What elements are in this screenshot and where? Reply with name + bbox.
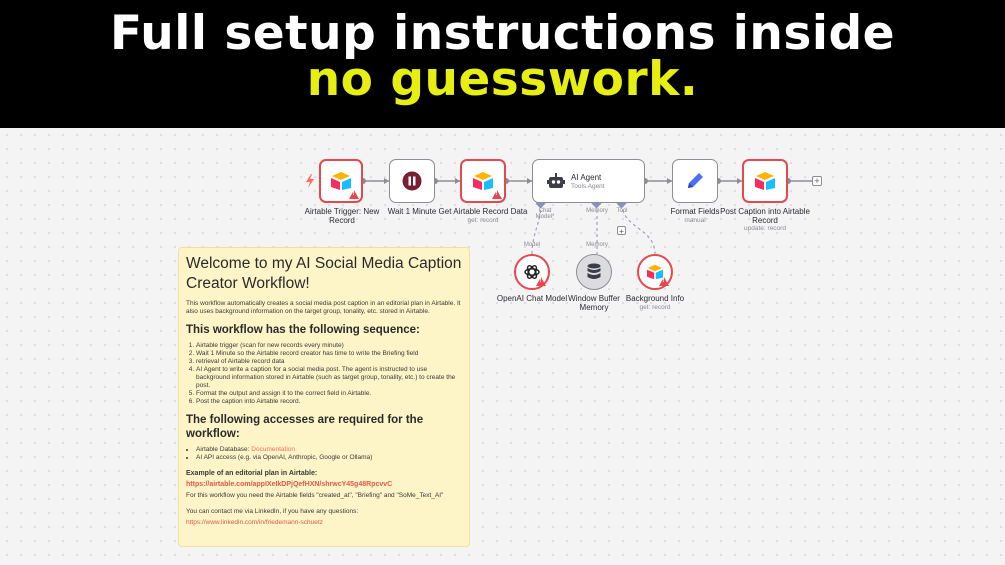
node-label: OpenAI Chat Model: [496, 294, 568, 303]
airtable-icon: [330, 171, 352, 191]
node-label: Format Fields: [670, 207, 720, 216]
node-wait[interactable]: [389, 159, 435, 203]
node-post-caption[interactable]: [742, 159, 788, 203]
sticky-note[interactable]: [178, 247, 470, 547]
node-label: Background Info: [625, 294, 685, 303]
port-chat-model-label: Chat Model*: [535, 208, 555, 220]
workflow-canvas[interactable]: [0, 128, 1005, 565]
note-fields-text: For this workflow you need the Airtable fields "created_at", "Briefing" and "SoMe_Text_AI": [186, 492, 444, 499]
pencil-icon: [685, 171, 705, 191]
node-background-info[interactable]: [637, 254, 673, 290]
warning-icon: [536, 277, 546, 286]
trigger-bolt-icon: [305, 174, 315, 188]
node-subtitle: Tools Agent: [571, 182, 605, 190]
node-openai-chat-model[interactable]: [514, 254, 550, 290]
node-window-buffer-memory[interactable]: [576, 254, 612, 290]
note-intro: This workflow automatically creates a social media post caption in an editorial plan in Airtable. It also uses background information on the target group, tonality, etc. stored in Airtable.: [186, 300, 461, 315]
warning-icon: [492, 190, 502, 199]
list-item: • AI API access (e.g. via OpenAI, Anthropic, Google or Ollama): [196, 454, 462, 462]
node-subtitle: manual: [684, 217, 706, 224]
node-label: Post Caption into Airtable Record: [720, 207, 810, 225]
note-title: Welcome to my AI Social Media Caption Creator Workflow!: [186, 255, 462, 292]
note-example-heading: Example of an editorial plan in Airtable:: [186, 470, 318, 477]
list-item: 1. Airtable trigger (scan for new records every minute): [196, 342, 462, 350]
node-label: Airtable Trigger: New Record: [304, 207, 380, 225]
port-memory-label: Memory: [586, 208, 608, 214]
airtable-icon: [472, 171, 494, 191]
node-format-fields[interactable]: [672, 159, 718, 203]
node-title: AI Agent: [571, 172, 602, 182]
note-access-list: [186, 446, 462, 462]
node-ai-agent[interactable]: [532, 159, 645, 203]
example-airtable-link[interactable]: https://airtable.com/appIXeIkDPjQefHXN/shrwcY45g48RpcvvC: [186, 481, 393, 488]
port-memory-sub-label: Memory: [586, 242, 608, 248]
list-item: 6. Post the caption into Airtable record.: [196, 398, 462, 406]
note-sequence-list: [186, 342, 462, 406]
list-item: 2. Wait 1 Minute so the Airtable record creator has time to write the Briefing field: [196, 350, 462, 358]
node-get-airtable-record[interactable]: [460, 159, 506, 203]
pause-icon: [402, 171, 422, 191]
node-label: Wait 1 Minute: [387, 207, 437, 216]
promo-banner: [0, 0, 1005, 128]
node-airtable-trigger[interactable]: [319, 159, 363, 203]
add-tool-button[interactable]: +: [617, 226, 626, 235]
warning-icon: [349, 190, 359, 199]
list-item: 4. AI Agent to write a caption for a social media post. The agent is instructed to use background information stored in Airtable (such as target group, tonality, etc.) to create the post.: [196, 366, 462, 390]
node-label: Get Airtable Record Data: [438, 207, 528, 216]
port-tool-label: Tool: [616, 208, 628, 214]
port-model-label: Model: [523, 242, 541, 248]
banner-subheadline: no guesswork.: [306, 52, 699, 107]
note-sequence-heading: This workflow has the following sequence:: [186, 324, 420, 336]
warning-icon: [659, 277, 669, 286]
linkedin-link[interactable]: https://www.linkedin.com/in/friedemann-schuetz: [186, 519, 323, 526]
access-db-label: Airtable Database:: [196, 446, 252, 453]
airtable-icon: [754, 171, 776, 191]
list-item: [196, 446, 462, 454]
note-access-heading: The following accesses are required for the workflow:: [186, 414, 424, 440]
node-subtitle: update: record: [744, 225, 786, 232]
list-item: 3. retrieval of Airtable record data: [196, 358, 462, 366]
robot-icon: [547, 173, 565, 189]
note-contact-text: You can contact me via LinkedIn, if you have any questions:: [186, 508, 359, 515]
node-label: Window Buffer Memory: [568, 294, 620, 312]
banner-headline: Full setup instructions inside: [110, 6, 895, 61]
node-subtitle: get: record: [639, 304, 671, 311]
node-subtitle: get: record: [467, 217, 499, 224]
documentation-link[interactable]: Documentation: [251, 446, 296, 453]
database-icon: [586, 263, 602, 281]
list-item: 5. Format the output and assign it to the correct field in Airtable.: [196, 390, 462, 398]
add-node-button[interactable]: +: [812, 176, 822, 186]
